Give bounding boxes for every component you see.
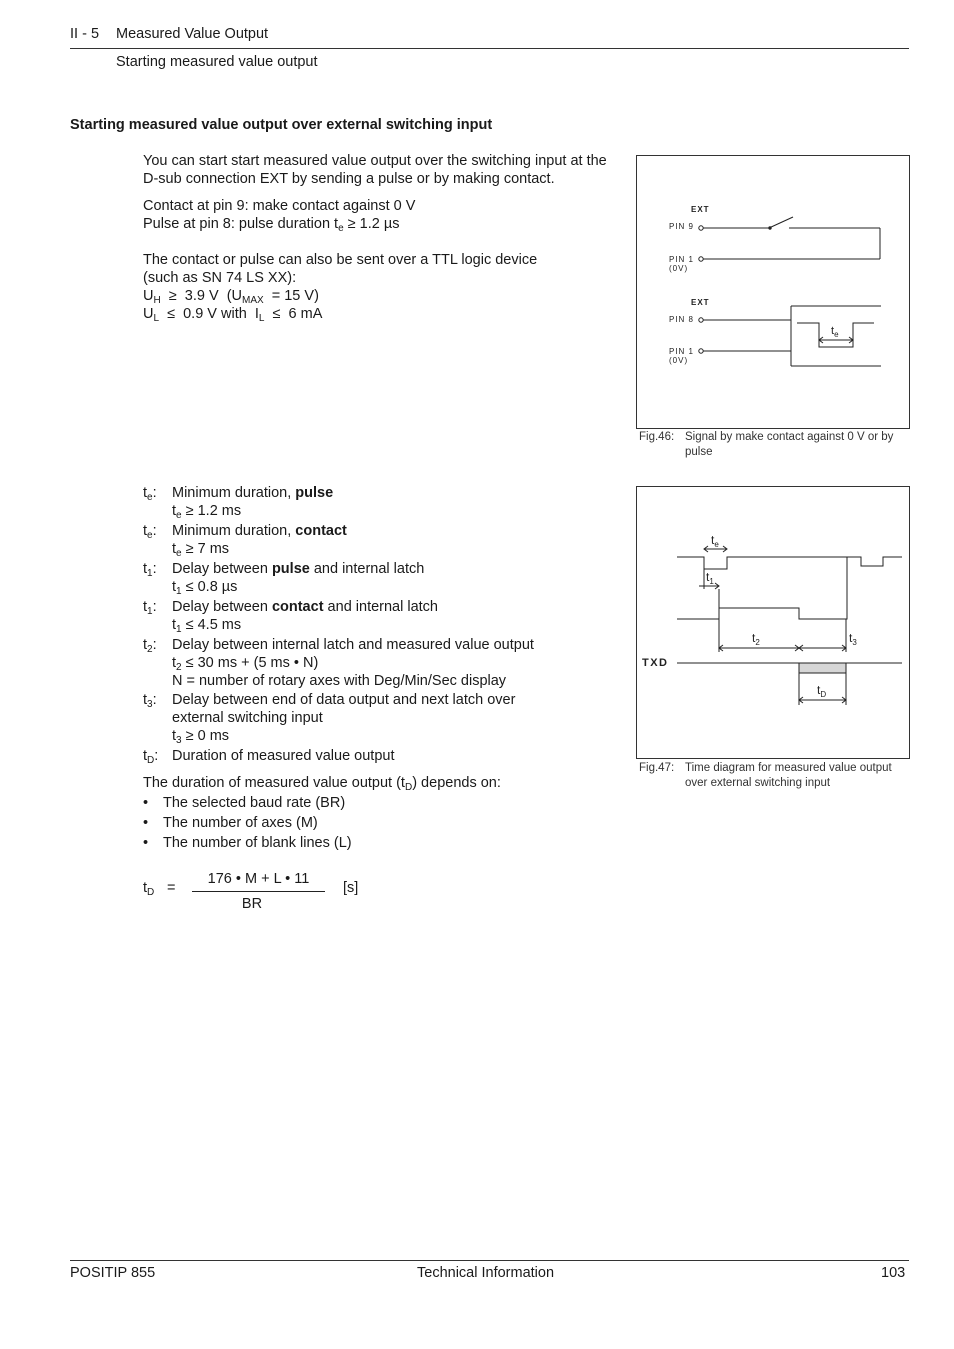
fig47-caption-text: Time diagram for measured value output over external switching input — [685, 762, 892, 789]
section-heading: Starting measured value output over external switching input — [70, 117, 493, 133]
figure-46-diagram — [637, 156, 909, 428]
intro-block — [143, 152, 618, 323]
fig47-td-label: $t_D$ — [817, 683, 827, 699]
figure-46 — [636, 155, 910, 429]
footer-section: Technical Information — [417, 1265, 555, 1281]
txd-data-block — [799, 663, 846, 673]
figure-47-timing-diagram — [637, 487, 909, 758]
fig47-t1-label: $t_1$ — [706, 570, 714, 586]
fig46-te-label: $t_e$ — [831, 325, 839, 339]
fig46-pin1-label-b: PIN 1 — [669, 347, 695, 356]
fig46-caption-label: Fig.46: — [639, 431, 675, 443]
fig46-pin1-label-a: PIN 1 — [669, 255, 695, 264]
fig46-0v-label-b: (0V) — [669, 356, 689, 365]
fig47-te-label: $t_e$ — [711, 533, 719, 549]
header-subtitle: Starting measured value output — [116, 54, 318, 70]
ttl-line-2: (such as SN 74 LS XX): — [143, 270, 297, 286]
footer-rule — [70, 1260, 909, 1261]
formula-numerator: 176 • M + L • 11 — [207, 871, 310, 887]
fig47-t3-label: $t_3$ — [849, 631, 857, 647]
input-signal-trace — [677, 557, 902, 569]
formula-equals: = — [167, 880, 176, 896]
pulse-line: Pulse at pin 8: pulse duration $t_e \ge 1.2$ µs — [143, 216, 400, 234]
fig46-0v-label-a: (0V) — [669, 264, 689, 273]
figure-47 — [636, 486, 910, 759]
fig46-ext-label-1: EXT — [691, 205, 710, 214]
uh-spec: $U_H \ge 3.9$ V ($U_{MAX} = 15$ V) — [143, 288, 319, 306]
footer-product: POSITIP 855 — [70, 1265, 156, 1281]
formula-fraction-bar — [192, 891, 325, 892]
page-number: 103 — [881, 1265, 906, 1281]
header-section-number: II - 5 — [70, 26, 100, 42]
pin1-terminal-a — [699, 257, 703, 261]
formula-unit: [s] — [343, 880, 359, 896]
ul-spec: $U_L \le 0.9$ V with $I_L \le 6$ mA — [143, 306, 323, 324]
fig46-pin9-label: PIN 9 — [669, 222, 695, 231]
fig46-ext-label-2: EXT — [691, 298, 710, 307]
switch-contact — [769, 217, 793, 228]
ttl-line-1: The contact or pulse can also be sent over a TTL logic device — [143, 252, 538, 268]
formula-denominator: BR — [241, 896, 263, 912]
duration-intro: The duration of measured value output $(t_D)$ depends on: — [143, 775, 501, 793]
pin9-terminal — [699, 226, 703, 230]
header-title: Measured Value Output — [116, 26, 269, 42]
fig47-caption-label: Fig.47: — [639, 762, 675, 774]
contact-line: Contact at pin 9: make contact against 0 V — [143, 198, 416, 214]
intro-paragraph: You can start start measured value output over the switching input at the D-sub connection EXT by sending a pulse or by making contact. — [143, 153, 607, 187]
pin1-terminal-b — [699, 349, 703, 353]
formula-lhs: $t_D$ — [143, 880, 155, 898]
fig47-t2-label: $t_2$ — [752, 631, 760, 647]
pin8-terminal — [699, 318, 703, 322]
header-rule — [70, 48, 909, 49]
fig46-pin8-label: PIN 8 — [669, 315, 695, 324]
latch-signal-trace — [677, 557, 847, 619]
fig47-txd-label: TXD — [642, 657, 669, 669]
fig46-caption-text: Signal by make contact against 0 V or by pulse — [685, 431, 894, 458]
